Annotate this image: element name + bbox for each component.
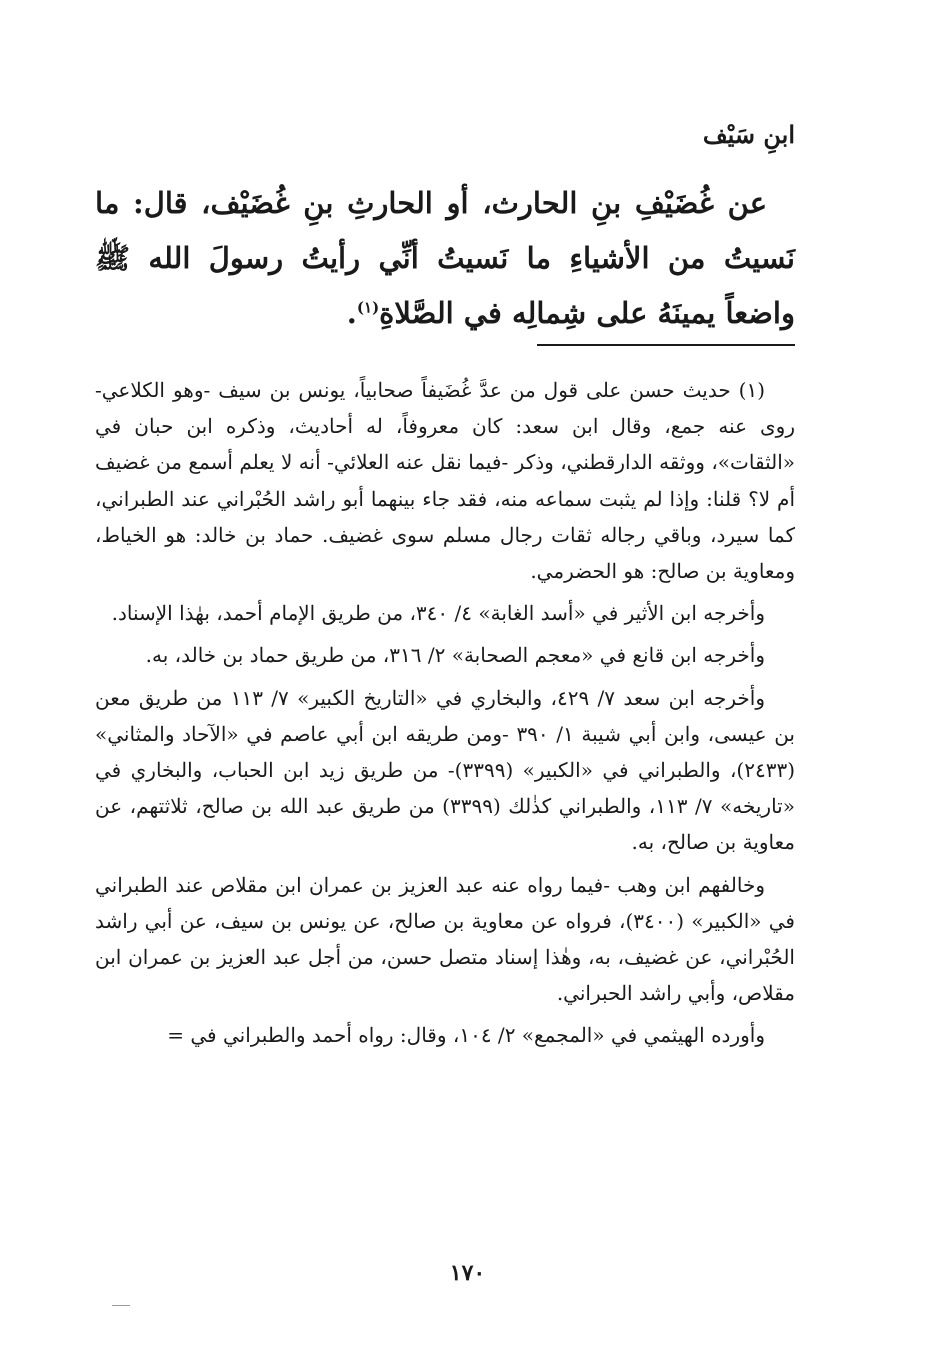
footnote-paragraph: وخالفهم ابن وهب -فيما رواه عنه عبد العزيز بن عمران ابن مقلاص عند الطبراني في «الكبير» (٣٤٠٠)، فرواه عن معاوية بن صالح، عن يونس بن سيف، عن أبي راشد الحُبْراني، عن غضيف، به، وهٰذا إسناد متصل حسن، من أجل عبد العزيز بن عمران ابن مقلاص، وأبي راشد الحبراني.: [95, 872, 795, 1006]
footnote-paragraph: وأخرجه ابن الأثير في «أسد الغابة» ٤/ ٣٤٠، من طريق الإمام أحمد، بهٰذا الإسناد.: [111, 601, 765, 626]
footnote-paragraph: وأخرجه ابن قانع في «معجم الصحابة» ٢/ ٣١٦، من طريق حماد بن خالد، به.: [145, 643, 765, 668]
hadith-text: [95, 176, 795, 341]
hadith-body: عن غُضَيْفِ بنِ الحارث، أو الحارثِ بنِ غُضَيْف، قال: ما نَسيتُ من الأشياءِ ما نَسيتُ أنِّي رأيتُ رسولَ الله ﷺ واضعاً يمينَهُ على شِمالِه في الصَّلاةِ: [95, 186, 795, 330]
footnote-paragraph: وأورده الهيثمي في «المجمع» ٢/ ١٠٤، وقال: رواه أحمد والطبراني في =: [167, 1023, 765, 1048]
page-number: ١٧٠: [449, 1260, 486, 1286]
section-heading: ابنِ سَيْف: [702, 120, 795, 149]
footnotes: [95, 372, 795, 1060]
hadith-end-punctuation: .: [346, 296, 357, 330]
scan-mark: [112, 1305, 130, 1306]
footnote-reference: (١): [356, 298, 380, 317]
footnote-paragraph: (١) حديث حسن على قول من عدَّ غُضَيفاً صحابياً، يونس بن سيف -وهو الكلاعي- روى عنه جمع، وقال ابن سعد: كان معروفاً، له أحاديث، وذكره ابن حبان في «الثقات»، ووثقه الدارقطني، وذكر -فيما نقل عنه العلائي- أنه لا يعلم أسمع من غضيف أم لا؟ قلنا: وإذا لم يثبت سماعه منه، فقد جاء بينهما أبو راشد الحُبْراني عند الطبراني، كما سيرد، وباقي رجاله ثقات رجال مسلم سوى غضيف. حماد بن خالد: هو الخياط، ومعاوية بن صالح: هو الحضرمي.: [95, 378, 795, 584]
document-page: [95, 0, 795, 1372]
footnote-separator: [537, 344, 795, 346]
footnote-paragraph: وأخرجه ابن سعد ٧/ ٤٢٩، والبخاري في «التاريخ الكبير» ٧/ ١١٣ من طريق معن بن عيسى، وابن أبي شيبة ١/ ٣٩٠ -ومن طريقه ابن أبي عاصم في «الآحاد والمثاني» (٢٤٣٣)، والطبراني في «الكبير» (٣٣٩٩)- من طريق زيد ابن الحباب، والبخاري في «تاريخه» ٧/ ١١٣، والطبراني كذٰلك (٣٣٩٩) من طريق عبد الله بن صالح، ثلاثتهم، عن معاوية بن صالح، به.: [95, 685, 795, 855]
